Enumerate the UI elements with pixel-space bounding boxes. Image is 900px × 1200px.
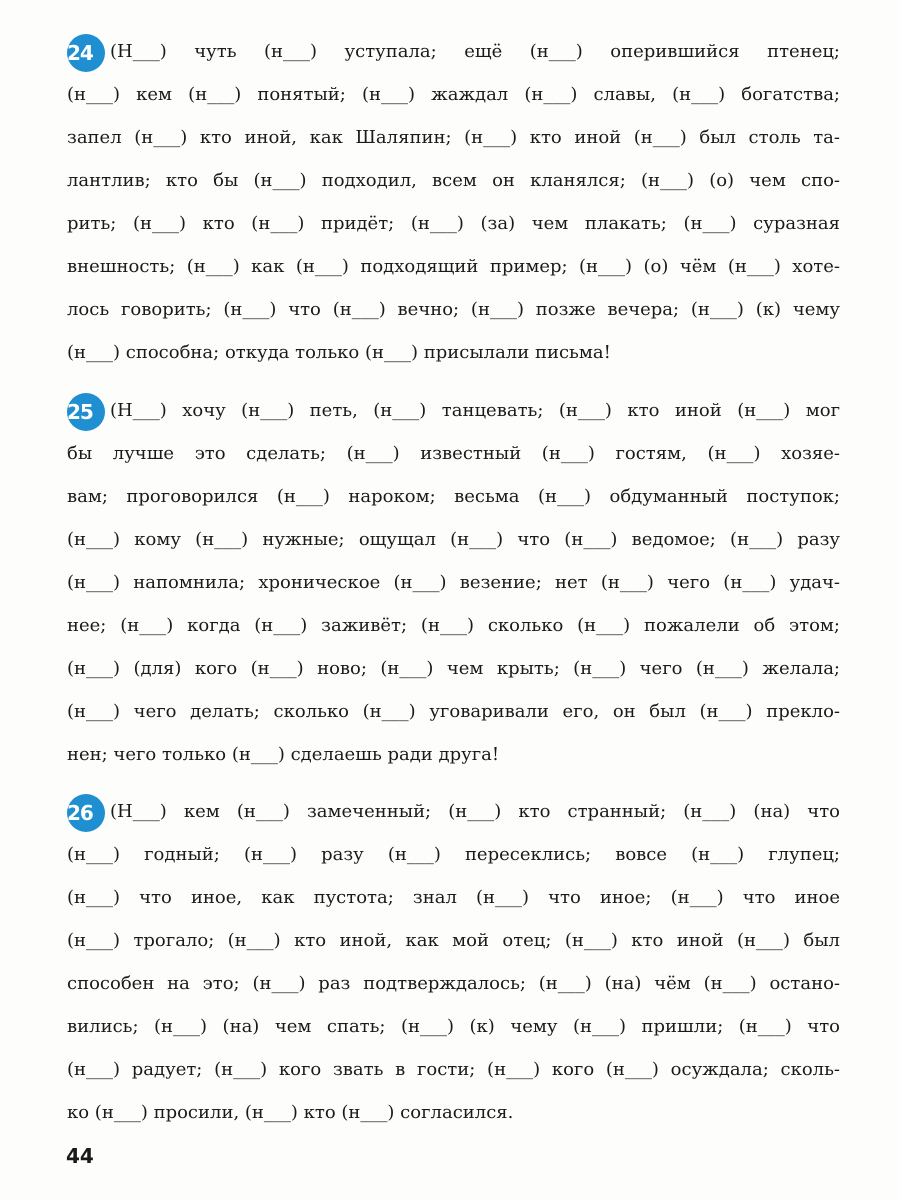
exercise-line: вились; (н___) (на) чем спать; (н___) (к) чему (н___) пришли; (н___) что (67, 1016, 840, 1037)
exercise-line: (н___) чего делать; сколько (н___) уговаривали его, он был (н___) преклo- (67, 701, 840, 722)
exercise-number-badge: 25 (67, 393, 105, 431)
exercise-line: рить; (н___) кто (н___) придёт; (н___) (за) чем плакать; (н___) суразная (67, 213, 840, 234)
exercise-line: ко (н___) просили, (н___) кто (н___) согласился. (67, 1102, 514, 1123)
exercise-26 (67, 790, 840, 1134)
exercise-line (67, 790, 840, 833)
exercise-line (67, 30, 840, 73)
exercise-line: (н___) кем (н___) понятый; (н___) жаждал (н___) славы, (н___) богатства; (67, 84, 840, 105)
exercise-line: (н___) трогало; (н___) кто иной, как мой отец; (н___) кто иной (н___) был (67, 930, 840, 951)
exercise-line (67, 389, 840, 432)
exercise-line-text: (Н___) хочу (н___) петь, (н___) танцевать; (н___) кто иной (н___) мог (110, 400, 840, 421)
exercise-line: вам; проговорился (н___) нароком; весьма (н___) обдуманный поступок; (67, 486, 840, 507)
exercise-line: нен; чего только (н___) сделаешь ради друга! (67, 744, 500, 765)
exercise-number-badge: 24 (67, 34, 105, 72)
exercise-line: (н___) годный; (н___) разу (н___) пересеклись; вовсе (н___) глупец; (67, 844, 840, 865)
exercise-line: (н___) радует; (н___) кого звать в гости; (н___) кого (н___) осуждала; сколь- (67, 1059, 840, 1080)
exercise-number-badge: 26 (67, 794, 105, 832)
exercise-line: способен на это; (н___) раз подтверждалось; (н___) (на) чём (н___) остано- (67, 973, 840, 994)
exercise-line: (н___) напомнила; хроническое (н___) везение; нет (н___) чего (н___) удач- (67, 572, 840, 593)
exercise-line: (н___) способна; откуда только (н___) присылали письма! (67, 342, 611, 363)
exercise-line: (н___) что иное, как пустота; знал (н___) что иное; (н___) что иное (67, 887, 840, 908)
exercise-line: запел (н___) кто иной, как Шаляпин; (н___) кто иной (н___) был столь та- (67, 127, 840, 148)
exercise-line: нее; (н___) когда (н___) заживёт; (н___) сколько (н___) пожалели об этом; (67, 615, 840, 636)
exercise-line: внешность; (н___) как (н___) подходящий пример; (н___) (о) чём (н___) хоте- (67, 256, 840, 277)
page-number: 44 (66, 1144, 94, 1168)
exercise-24 (67, 30, 840, 374)
exercise-line-text: (Н___) кем (н___) замеченный; (н___) кто странный; (н___) (на) что (110, 801, 840, 822)
exercise-25 (67, 389, 840, 776)
exercise-line: лось говорить; (н___) что (н___) вечно; (н___) позже вечера; (н___) (к) чему (67, 299, 840, 320)
exercise-line: (н___) (для) кого (н___) ново; (н___) чем крыть; (н___) чего (н___) желала; (67, 658, 840, 679)
exercise-line: лантлив; кто бы (н___) подходил, всем он кланялся; (н___) (о) чем спо- (67, 170, 840, 191)
exercise-line: (н___) кому (н___) нужные; ощущал (н___) что (н___) ведомое; (н___) разу (67, 529, 840, 550)
exercise-line: бы лучше это сделать; (н___) известный (н___) гостям, (н___) хозяе- (67, 443, 840, 464)
exercise-line-text: (Н___) чуть (н___) уступала; ещё (н___) оперившийся птенец; (110, 41, 840, 62)
